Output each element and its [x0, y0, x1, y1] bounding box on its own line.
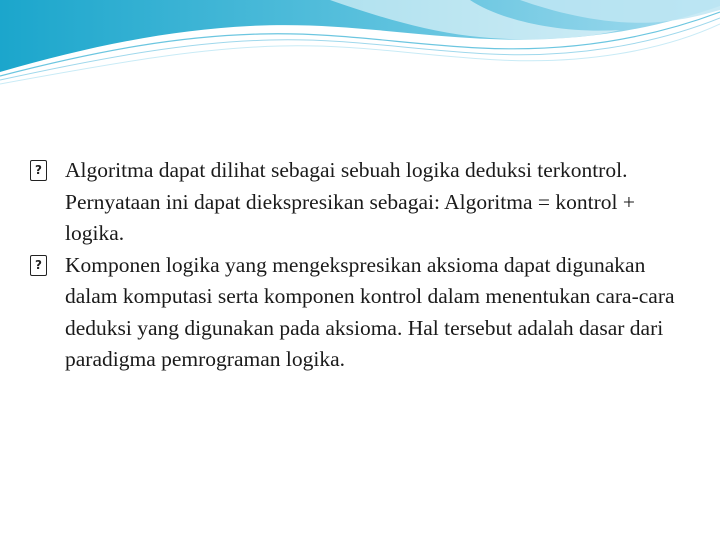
bullet-text: Komponen logika yang mengekspresikan aksioma dapat digunakan dalam komputasi serta komponen kontrol dalam menentukan cara-cara deduksi yang digunakan pada aksioma. Hal tersebut adalah dasar dari paradigma pemrograman logika.	[65, 252, 675, 371]
bullet-item	[30, 250, 690, 376]
missing-glyph-icon	[30, 255, 47, 276]
missing-glyph-icon	[30, 160, 47, 181]
slide-body	[30, 155, 690, 376]
bullet-text: Algoritma dapat dilihat sebagai sebuah logika deduksi terkontrol. Pernyataan ini dapat diekspresikan sebagai: Algoritma = kontrol + logika.	[65, 158, 635, 245]
bullet-item	[30, 155, 690, 250]
header-wave-decoration	[0, 0, 720, 90]
